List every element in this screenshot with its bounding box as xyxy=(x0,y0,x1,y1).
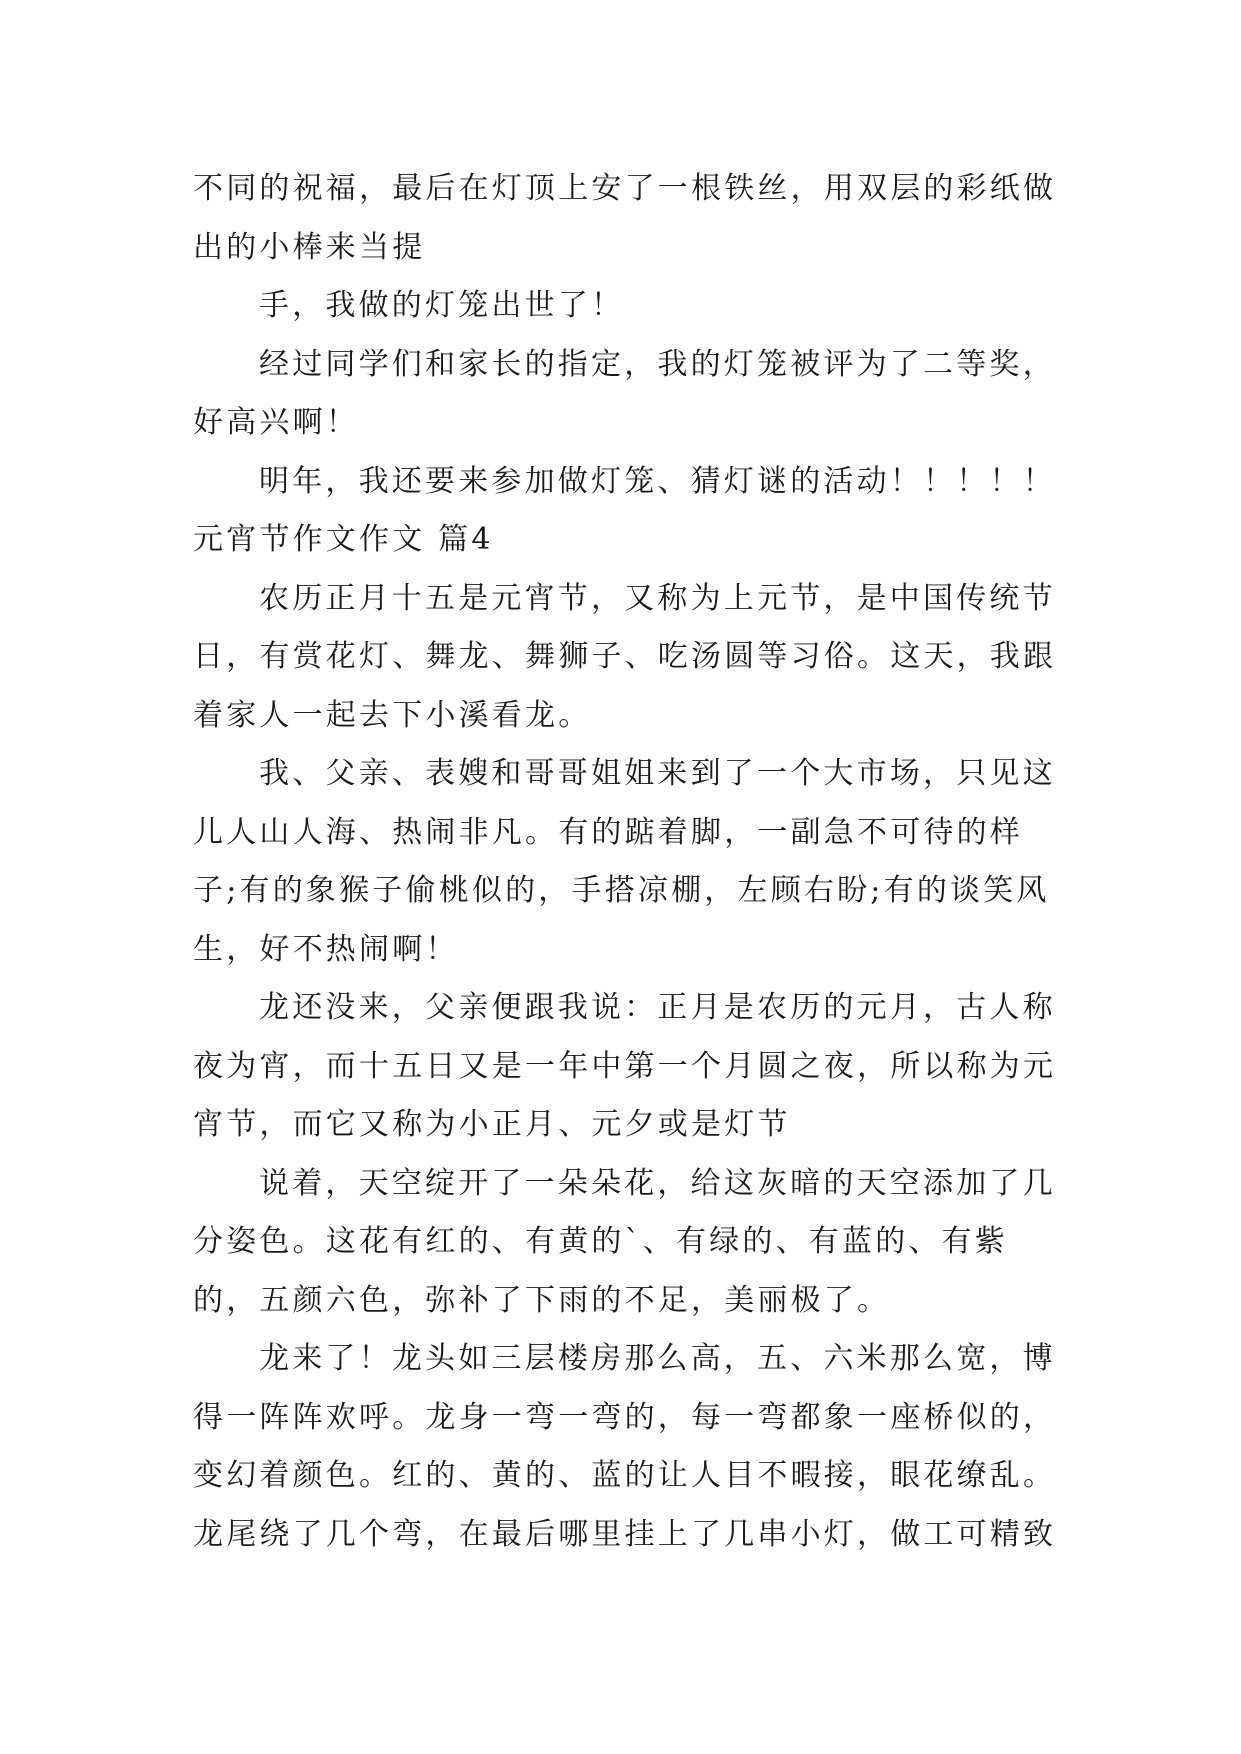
paragraph: 手，我做的灯笼出世了！ xyxy=(259,288,625,323)
paragraph: 农历正月十五是元宵节，又称为上元节，是中国传统节日，有赏花灯、舞龙、舞狮子、吃汤圆等习俗。这天，我跟着家人一起去下小溪看龙。 xyxy=(193,580,1057,733)
paragraph: 我、父亲、表嫂和哥哥姐姐来到了一个大市场，只见这儿人山人海、热闹非凡。有的踮着脚，一副急不可待的样子;有的象猴子偷桃似的，手搭凉棚，左顾右盼;有的谈笑风生，好不热闹啊！ xyxy=(193,756,1056,967)
paragraph: 经过同学们和家长的指定，我的灯笼被评为了二等奖，好高兴啊！ xyxy=(193,346,1056,440)
paragraph: 龙来了！龙头如三层楼房那么高，五、六米那么宽，博得一阵阵欢呼。龙身一弯一弯的，每一弯都象一座桥似的，变幻着颜色。红的、黄的、蓝的让人目不暇接，眼花缭乱。龙尾绕了几个弯，在最后哪里挂上了几串小灯，做工可精致 xyxy=(193,1341,1057,1552)
paragraph: 龙还没来，父亲便跟我说：正月是农历的元月，古人称夜为宵，而十五日又是一年中第一个月圆之夜，所以称为元宵节，而它又称为小正月、元夕或是灯节 xyxy=(193,990,1057,1142)
paragraph: 不同的祝福，最后在灯顶上安了一根铁丝，用双层的彩纸做出的小棒来当提 xyxy=(193,171,1057,265)
document-body xyxy=(193,160,1063,1564)
paragraph: 明年，我还要来参加做灯笼、猜灯谜的活动！！！！！ xyxy=(259,463,1056,499)
section-heading: 元宵节作文作文 篇4 xyxy=(193,522,494,557)
paragraph: 说着，天空绽开了一朵朵花，给这灰暗的天空添加了几分姿色。这花有红的、有黄的`、有绿的、有蓝的、有紫的，五颜六色，弥补了下雨的不足，美丽极了。 xyxy=(193,1165,1056,1318)
